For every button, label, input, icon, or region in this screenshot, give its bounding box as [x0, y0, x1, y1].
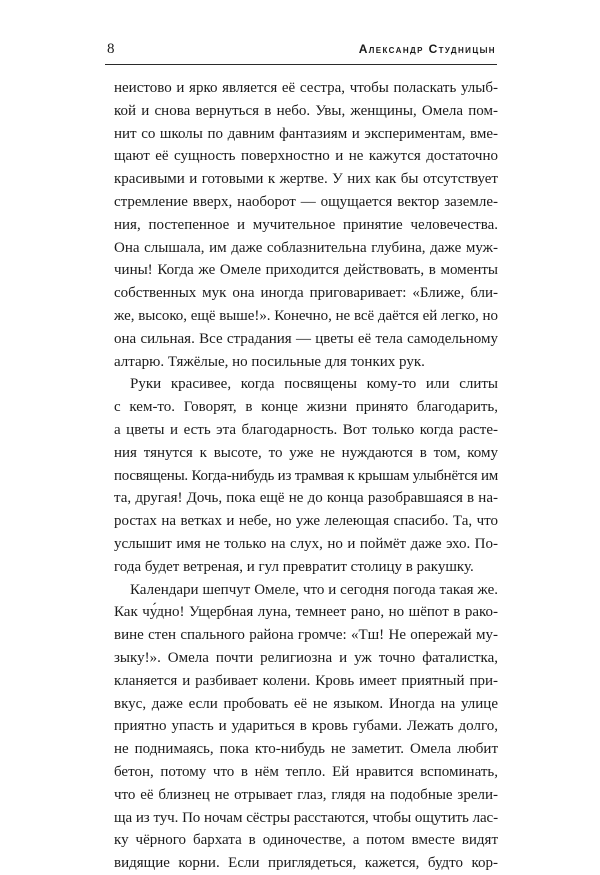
- text-line: приятно упасть и удариться в кровь губами. Лежать долго,: [114, 718, 498, 735]
- text-line: чины! Когда же Омеле приходится действовать, в моменты: [114, 262, 498, 279]
- text-line: ща из туч. По ночам сёстры расстаются, чтобы ощутить лас-: [114, 809, 498, 826]
- paragraph-1: [114, 77, 498, 373]
- text-line: та, другая! Дочь, пока ещё не до конца разобравшаяся в на-: [114, 490, 498, 507]
- body-text: [114, 77, 498, 875]
- text-line: не поднимаясь, пока кто-нибудь не заметит. Омела любит: [114, 741, 498, 758]
- header-rule: [105, 64, 497, 65]
- text-line: стремление вверх, наоборот — ощущается вектор заземле-: [114, 193, 498, 210]
- text-line: же, высоко, ещё выше!». Конечно, не всё даётся ей легко, но: [114, 307, 498, 324]
- text-line: ку чёрного бархата в одиночестве, а потом вместе видят: [114, 832, 498, 849]
- text-line: бетон, потому что в нём тепло. Ей нравится вспоминать,: [114, 763, 498, 780]
- text-line: кой и снова вернуться в небо. Увы, женщины, Омела пом-: [114, 102, 498, 119]
- text-line: зыку!». Омела почти религиозна и уж точно фаталистка,: [114, 649, 498, 666]
- text-line: кланяется и разбивает колени. Кровь имеет приятный при-: [114, 672, 498, 689]
- text-line: Она слышала, им даже соблазнительна глубина, даже муж-: [114, 239, 498, 256]
- text-line: щают её сущность поверхностно и не кажутся достаточно: [114, 148, 498, 165]
- text-line: года будет ветреная, и гул превратит столицу в ракушку.: [114, 558, 474, 575]
- page-number: 8: [107, 41, 115, 57]
- text-line: ния, постепенное и мучительное принятие человечества.: [114, 216, 498, 233]
- text-line: с кем-то. Говорят, в конце жизни принято благодарить,: [114, 399, 498, 416]
- running-head: Александр Студницын: [358, 42, 496, 56]
- text-line: ростах на ветках и небе, но уже лелеющая спасибо. Та, что: [114, 513, 498, 530]
- text-line: алтарю. Тяжёлые, но посильные для тонких рук.: [114, 353, 425, 370]
- text-line: красивыми и готовыми к жертве. У них как бы отсутствует: [114, 171, 498, 188]
- paragraph-2: [114, 373, 498, 578]
- text-line: видящие корни. Если приглядеться, кажется, будто кор-: [114, 855, 498, 872]
- text-line: она сильная. Все страдания — цветы её тела самодельному: [114, 330, 498, 347]
- text-line: а цветы и есть эта благодарность. Вот только когда расте-: [114, 421, 498, 438]
- text-line: неистово и ярко является её сестра, чтобы поласкать улыб-: [114, 80, 498, 96]
- text-line: нит со школы по давним фантазиям и экспериментам, вме-: [114, 125, 498, 142]
- text-line: посвящены. Когда-нибудь из трамвая к крышам улыбнётся им: [114, 467, 498, 484]
- text-line: собственных мук она иногда приговаривает: «Ближе, бли-: [114, 285, 498, 302]
- text-line: Календари шепчут Омеле, что и сегодня погода такая же.: [130, 581, 498, 598]
- text-line: что её близнец не отрывает глаз, глядя на подобные зрели-: [114, 786, 498, 803]
- text-line: услышит имя не только на слух, но и поймёт даже эхо. По-: [114, 535, 498, 552]
- text-line: ния тянутся к высоте, то уже не нуждаются в том, кому: [114, 444, 498, 461]
- text-line: Как чу́дно! Ущербная луна, темнеет рано, но шёпот в рако-: [114, 604, 498, 621]
- paragraph-3: [114, 579, 498, 875]
- text-line: вкус, даже если пробовать её не языком. Иногда на улице: [114, 695, 498, 712]
- text-line: вине стен спального района громче: «Тш! Не опережай му-: [114, 627, 498, 644]
- text-line: Руки красивее, когда посвящены кому-то или слиты: [130, 376, 498, 393]
